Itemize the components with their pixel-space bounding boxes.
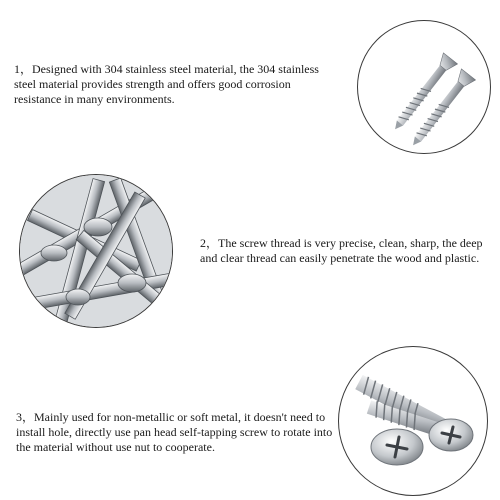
two-screws-diagonal-photo-icon: [358, 21, 490, 153]
screw-pile-closeup-photo-icon: [20, 175, 172, 327]
feature-text-2: 2，The screw thread is very precise, clean, sharp, the deep and clear thread can easily penetrate the wood and plastic.: [200, 236, 483, 265]
two-screws-photo: [357, 20, 491, 154]
phillips-screws-photo: [338, 346, 488, 496]
feature-text-1: 1，Designed with 304 stainless steel material, the 304 stainless steel material provides strength and offers good corrosion resistance in many environments.: [14, 62, 319, 106]
screws-phillips-head-photo-icon: [339, 347, 487, 495]
screw-pile-photo: [19, 174, 173, 328]
feature-text-3: 3，Mainly used for non-metallic or soft metal, it doesn't need to install hole, directly use pan head self-tapping screw to rotate into the material without use nut to cooperate.: [16, 410, 333, 454]
